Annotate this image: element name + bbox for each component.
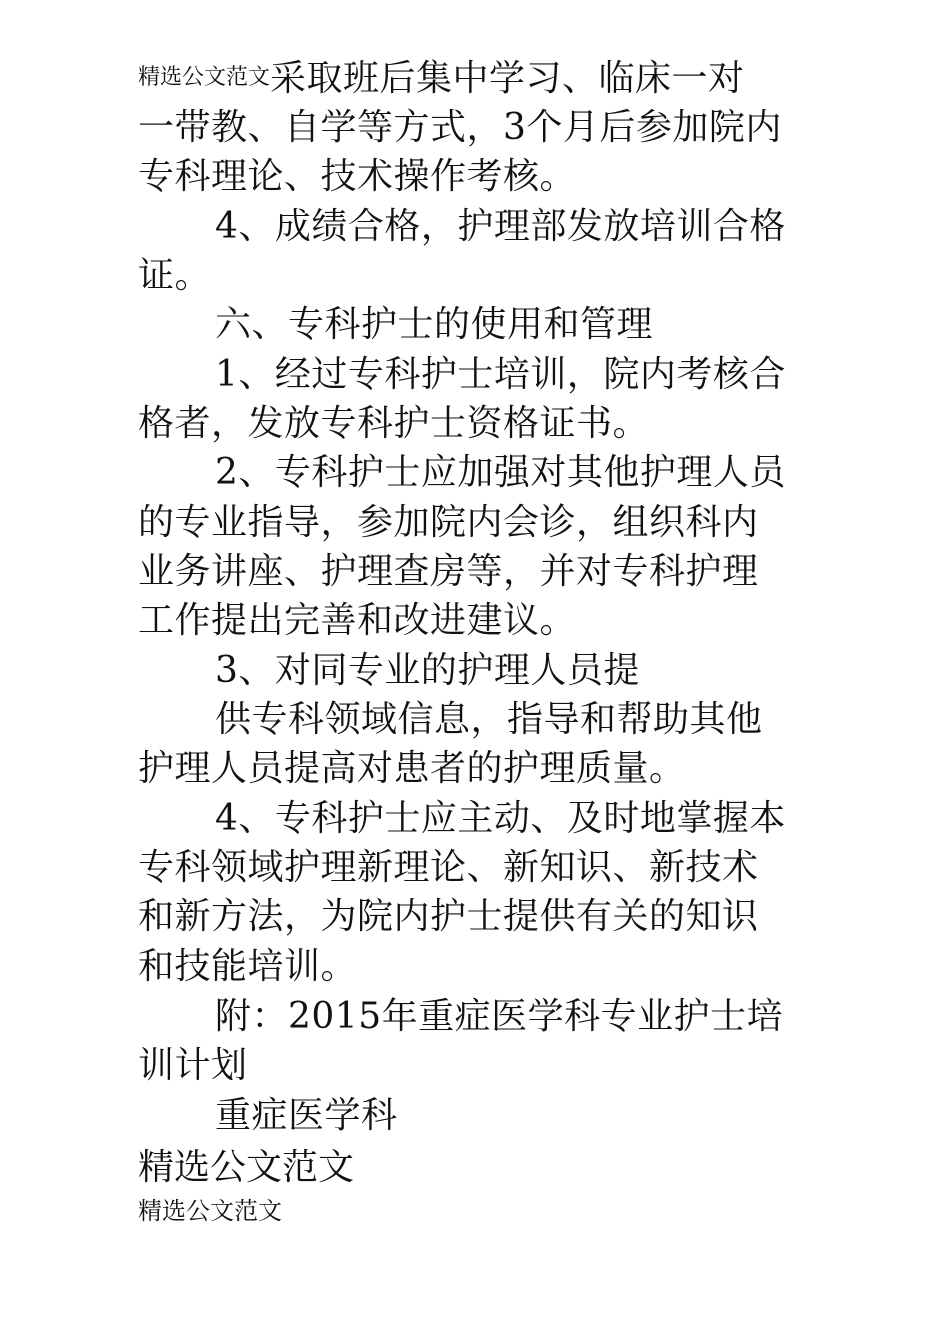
text-line-3: 专科理论、技术操作考核。: [138, 156, 577, 197]
section-heading-6: 六、专科护士的使用和管理: [215, 304, 654, 345]
header-label: 精选公文范文: [138, 65, 271, 90]
text-line-13: 3、对同专业的护理人员提: [215, 650, 640, 691]
text-line-2: 一带教、自学等方式，3个月后参加院内: [138, 107, 782, 148]
attachment-line-cont: 训计划: [138, 1045, 248, 1086]
text-line-19: 和技能培训。: [138, 946, 358, 987]
text-line-1-body: 采取班后集中学习、临床一对: [270, 58, 745, 99]
text-line-5: 证。: [138, 255, 212, 296]
text-line-12: 工作提出完善和改进建议。: [138, 600, 577, 641]
text-line-18: 和新方法，为院内护士提供有关的知识: [138, 896, 759, 937]
text-line-17: 专科领域护理新理论、新知识、新技术: [138, 847, 759, 888]
footer-label-small: 精选公文范文: [138, 1197, 282, 1225]
footer-label-large: 精选公文范文: [138, 1147, 355, 1188]
text-line-10: 的专业指导，参加院内会诊，组织科内: [138, 502, 759, 543]
text-line-4: 4、成绩合格，护理部发放培训合格: [215, 206, 786, 247]
text-line-7: 1、经过专科护士培训，院内考核合: [215, 354, 786, 395]
text-line-15: 护理人员提高对患者的护理质量。: [138, 748, 686, 789]
text-line-11: 业务讲座、护理查房等，并对专科护理: [138, 551, 759, 592]
attachment-line: 附：2015年重症医学科专业护士培: [215, 996, 784, 1037]
text-line-16: 4、专科护士应主动、及时地掌握本: [215, 798, 786, 839]
text-line-8: 格者，发放专科护士资格证书。: [138, 403, 650, 444]
text-line-1: [138, 54, 745, 102]
signature-department: 重症医学科: [215, 1095, 398, 1136]
text-line-14: 供专科领域信息，指导和帮助其他: [215, 699, 763, 740]
text-line-9: 2、专科护士应加强对其他护理人员: [215, 452, 786, 493]
